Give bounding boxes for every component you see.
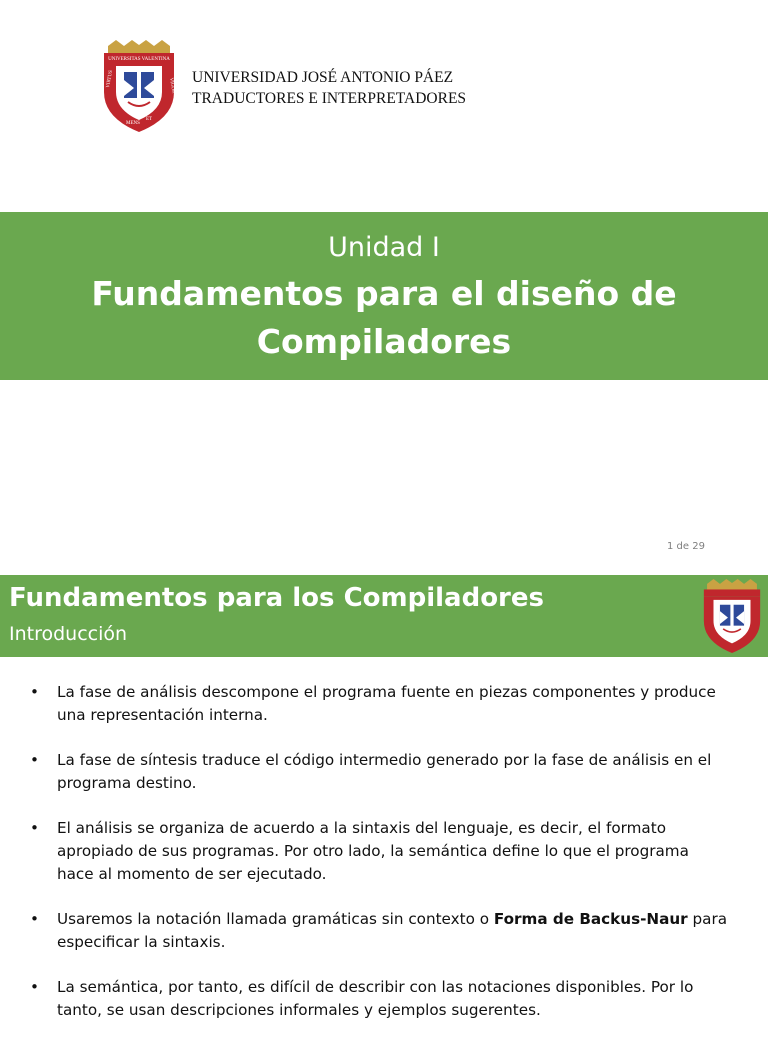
bullet-list (30, 681, 730, 1044)
bullet-text-part: para especificar la sintaxis. (57, 910, 728, 951)
bullet-text: La fase de síntesis traduce el código intermedio generado por la fase de análisis en el programa destino. (57, 751, 712, 792)
bullet-dot: • (30, 978, 39, 996)
bullet-dot: • (30, 819, 39, 837)
svg-text:VIRTUS: VIRTUS (106, 69, 115, 89)
slide-title-line-2: Compiladores (256, 322, 512, 361)
slide-header (0, 575, 768, 657)
bullet-text-part: Usaremos la notación llamada gramáticas sin contexto o (57, 910, 494, 928)
svg-text:VIGOR: VIGOR (168, 77, 176, 94)
bullet-item (30, 908, 730, 954)
university-crest-logo-small (700, 579, 764, 653)
page-indicator: 1 de 29 (667, 541, 705, 552)
svg-text:ET: ET (146, 117, 153, 122)
bullet-text: El análisis se organiza de acuerdo a la sintaxis del lenguaje, es decir, el formato apropiado de sus programas. Por otro lado, la semántica define lo que el programa hace al momento de ser ejecutado. (57, 819, 689, 883)
university-heading (192, 67, 466, 109)
bullet-item (30, 681, 730, 727)
bullet-item (30, 817, 730, 886)
bullet-dot: • (30, 683, 39, 701)
slide-title-line-1: Fundamentos para el diseño de (91, 274, 677, 313)
bullet-text: La semántica, por tanto, es difícil de describir con las notaciones disponibles. Por lo tanto, se usan descripciones informales y ejemplos sugerentes. (57, 978, 694, 1019)
bullet-bold-term: Forma de Backus-Naur (493, 910, 688, 928)
content-slide (0, 575, 768, 1024)
bullet-item (30, 749, 730, 795)
university-name: UNIVERSIDAD JOSÉ ANTONIO PÁEZ (192, 69, 454, 86)
bullet-item (30, 976, 730, 1022)
svg-text:MENS: MENS (126, 121, 140, 126)
bullet-dot: • (30, 751, 39, 769)
title-banner (0, 212, 768, 380)
bullet-dot: • (30, 910, 39, 928)
university-crest-logo (100, 40, 178, 132)
svg-text:UNIVERSITAS VALENTINA: UNIVERSITAS VALENTINA (108, 57, 170, 62)
bullet-text: La fase de análisis descompone el programa fuente en piezas componentes y produce una representación interna. (57, 683, 716, 724)
section-title: Fundamentos para los Compiladores (9, 583, 544, 613)
school-name: TRADUCTORES E INTERPRETADORES (192, 90, 467, 107)
section-subtitle: Introducción (9, 623, 128, 645)
unit-label: Unidad I (328, 232, 440, 263)
slide-title (0, 270, 768, 366)
